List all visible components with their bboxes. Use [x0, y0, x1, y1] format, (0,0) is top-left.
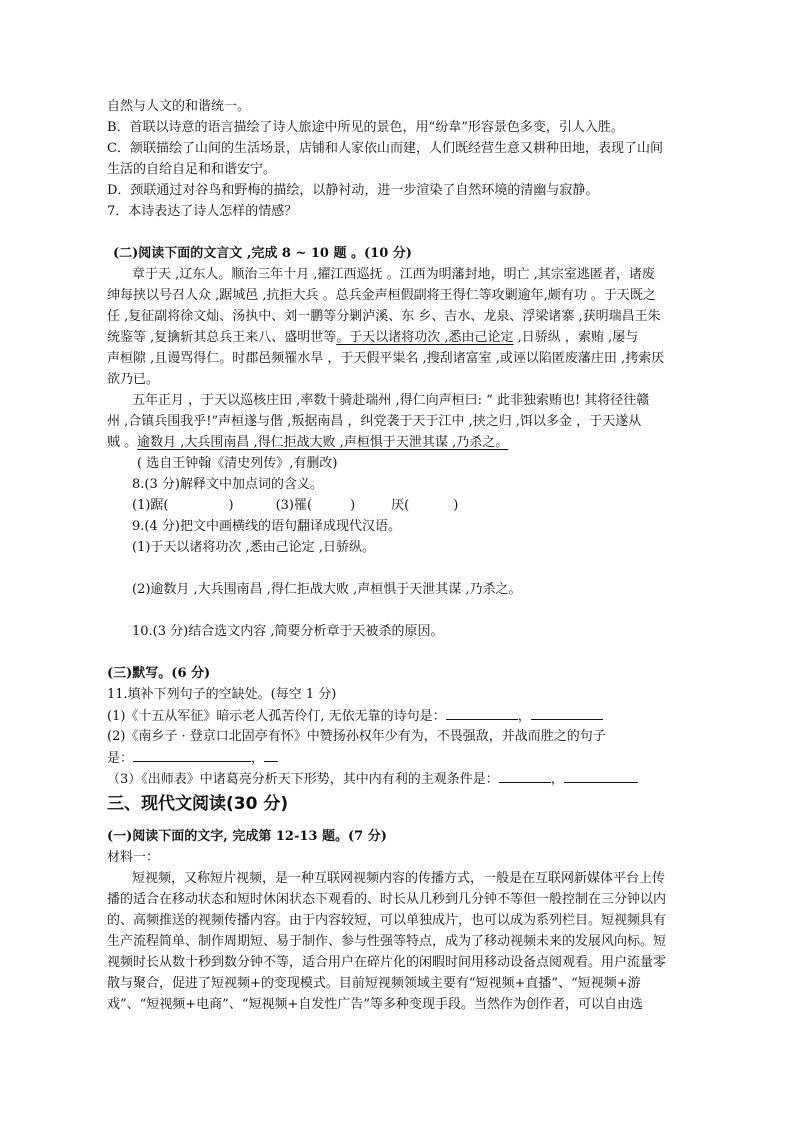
question-8-items	[132, 495, 458, 516]
dictation-item-2-line1: (2)《南乡子 · 登京口北固亭有怀》中赞扬孙权年少有为，不畏强敌，并战而胜之的句子	[107, 729, 606, 744]
dictation-heading: (三)默写。(6 分)	[107, 666, 211, 681]
question-11: 11.填补下列句子的空缺处。(每空 1 分)	[107, 687, 337, 702]
passage-p1-line5: 声桓隙 ,且谩骂得仁。时郡邑频罹水旱 ，于天假平粜名 ,搜刮诸富室 ,或诬以陷匿废藩庄田 ,拷索厌	[107, 351, 665, 366]
separator: ，	[517, 709, 531, 724]
underlined-sentence-2: 逾数月 ,大兵围南昌 ,得仁拒战大败 ,声桓惧于天泄其谋 ,乃杀之。	[137, 435, 509, 450]
modern-heading: (一)阅读下面的文字, 完成第 12-13 题。(7 分)	[107, 829, 387, 844]
passage-p1-line4	[107, 327, 638, 348]
blank-2a[interactable]	[133, 747, 251, 762]
dictation-item-2-line2	[107, 747, 278, 769]
modern-line-5: 视频时长从数十秒到数分钟不等，适合用户在碎片化的闲暇时间用移动设备点阅观看。用户流量零	[107, 955, 667, 970]
q8-item-1-open: (1)踞(	[132, 498, 169, 513]
passage-p2-line1: 五年正月 ，于天以巡核庄田 ,率数十骑赴瑞州 ,得仁向声桓曰: “ 此非独索贿也! 其将径往赣	[132, 393, 650, 408]
passage-p1-line4-head: 统鉴等 ,复擒斩其总兵王来八、盛明世等	[107, 330, 337, 345]
underlined-sentence-1: 。于天以诸将功次 ,悉由己论定	[336, 330, 514, 345]
section-title: 三、现代文阅读(30 分)	[107, 794, 289, 814]
classical-heading: (二)阅读下面的文言文 ,完成 8 ~ 10 题 。(10 分)	[113, 246, 412, 261]
question-7: 7．本诗表达了诗人怎样的情感？	[107, 204, 298, 219]
q8-item-4-close: )	[453, 498, 459, 513]
dictation-item-1-text: (1)《十五从军征》暗示老人孤苦伶仃, 无依无靠的诗句是：	[107, 709, 446, 724]
modern-line-2: 播的适合在移动状态和短时休闲状态下观看的、时长从几秒到几分钟不等但一般控制在三分钟以内	[107, 892, 667, 907]
question-10: 10.(3 分)结合选文内容 ,简要分析章于天被杀的原因。	[132, 624, 444, 639]
material-label: 材料一：	[107, 850, 160, 865]
question-9-part-1: (1)于天以诸将功次 ,悉由己论定 ,日骄纵。	[132, 540, 375, 555]
passage-p2-line2: 州 ,合镇兵围我乎!”声桓遂与偕 ,叛据南昌 ，纠党袭于天于江中 ,挟之归 ,饵以多金 ，于天遂从	[107, 414, 642, 429]
passage-p1-line4-tail: ,日骄纵 ，索贿 ,屡与	[513, 330, 639, 345]
blank-2b[interactable]	[264, 747, 278, 762]
blank-1b[interactable]	[531, 705, 603, 720]
question-8: 8.(3 分)解释文中加点词的含义。	[132, 477, 323, 492]
dictation-item-1	[107, 705, 603, 727]
source-note: ( 选自王钟翰《清史列传》,有删改)	[137, 456, 338, 471]
option-c-line2: 生活的自给自足和和谐安宁。	[107, 162, 277, 177]
q8-item-4-open: 厌(	[391, 498, 410, 513]
modern-line-4: 生产流程简单、制作周期短、易于制作、参与性强等特点，成为了移动视频未来的发展风向标。短	[107, 934, 667, 949]
option-d: D．颈联通过对谷鸟和野梅的描绘，以静衬动，进一步渲染了自然环境的清幽与寂静。	[107, 183, 599, 198]
passage-p2-line3	[107, 432, 508, 453]
passage-p1-line6: 欲乃已。	[107, 372, 160, 387]
dictation-item-3-text: （3）《出师表》中诸葛亮分析天下形势，其中内有利的主观条件是：	[107, 772, 499, 787]
q8-item-1-close: )	[228, 498, 234, 513]
option-a-end: 自然与人文的和谐统一。	[107, 99, 251, 114]
modern-line-1: 短视频，又称短片视频，是一种互联网视频内容的传播方式，一般是在互联网新媒体平台上传	[132, 871, 666, 886]
q8-item-3-close: )	[350, 498, 356, 513]
option-c-line1: C．颔联描绘了山间的生活场景，店铺和人家依山而建，人们既经营生意又耕种田地，表现了山间	[107, 141, 663, 156]
dictation-item-3	[107, 768, 638, 790]
blank-3a[interactable]	[499, 768, 551, 783]
dictation-item-2-text: 是：	[107, 751, 134, 766]
option-b: B．首联以诗意的语言描绘了诗人旅途中所见的景色，用“纷韋”形容景色多变，引人入胜。	[107, 120, 624, 135]
modern-line-7: 戏”、“短视频+电商”、“短视频+自发性广告”等多种变现手段。当然作为创作者，可以自由选	[107, 997, 644, 1012]
passage-p1-line1: 章于天 ,辽东人。顺治三年十月 ,擢江西巡抚 。江西为明藩封地，明亡 ,其宗室逃匿者，诸废	[132, 267, 655, 282]
modern-line-3: 的、高频推送的视频传播内容。由于内容较短，可以单独成片，也可以成为系列栏目。短视频具有	[107, 913, 667, 928]
blank-1a[interactable]	[446, 705, 518, 720]
question-9-part-2: (2)逾数月 ,大兵围南昌 ,得仁拒战大败 ,声桓惧于天泄其谋 ,乃杀之。	[132, 582, 522, 597]
passage-p2-line3-head: 贼 。	[107, 435, 138, 450]
separator: ，	[550, 772, 564, 787]
separator: ，	[251, 751, 265, 766]
question-9: 9.(4 分)把文中画横线的语句翻译成现代汉语。	[132, 519, 401, 534]
q8-item-3-open: (3)罹(	[275, 498, 313, 513]
passage-p1-line3: 任 ,复征副将徐文灿、汤执中、刘一鹏等分剿泸溪、东 乡、吉水、龙泉、浮梁诸寨 ,获明瑞昌王朱	[107, 309, 661, 324]
blank-3b[interactable]	[564, 768, 638, 783]
passage-p1-line2: 绅每挟以号召人众 ,踞城邑 ,抗拒大兵 。总兵金声桓假副将王得仁等攻剿逾年,颇有功 。于天既之	[107, 288, 656, 303]
modern-line-6: 散与聚合，促进了短视频+的变现模式。目前短视频领域主要有“短视频+直播”、“短视频+游	[107, 976, 641, 991]
